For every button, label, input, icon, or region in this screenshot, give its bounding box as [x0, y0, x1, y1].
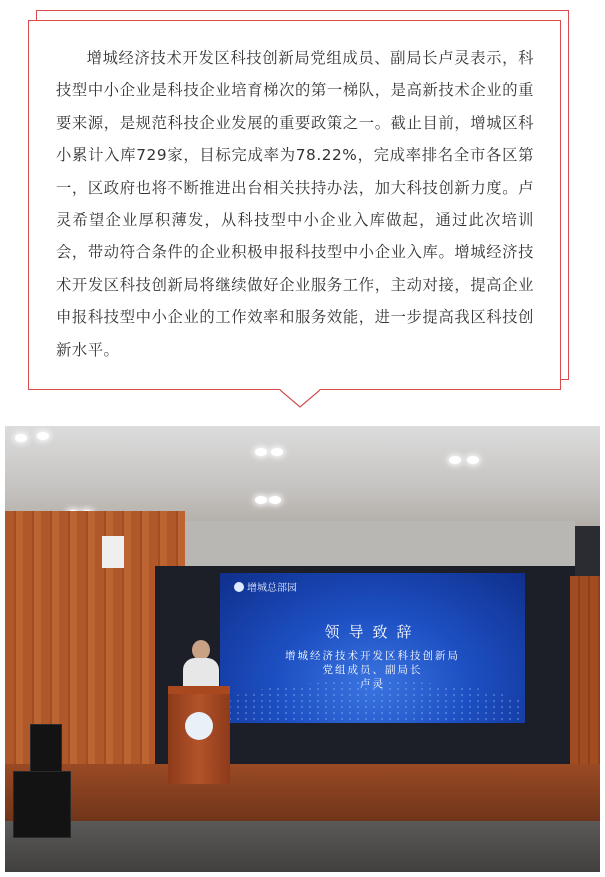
- frame-pointer-icon: [280, 383, 320, 408]
- speaker-head: [192, 640, 210, 660]
- loudspeaker-top: [30, 724, 62, 774]
- podium: [168, 686, 230, 784]
- screen-logo: [234, 579, 297, 594]
- ceiling-light: [467, 456, 479, 464]
- ceiling-light: [269, 496, 281, 504]
- ceiling-light: [255, 496, 267, 504]
- upper-wall: [145, 521, 575, 571]
- conference-photo: [5, 426, 600, 872]
- led-screen: [220, 573, 525, 723]
- floor: [5, 821, 600, 872]
- ceiling-light: [15, 434, 27, 442]
- ceiling-light: [449, 456, 461, 464]
- ceiling-light: [255, 448, 267, 456]
- logo-icon: [234, 582, 244, 592]
- screen-line-2: 党组成员、副局长: [322, 664, 423, 676]
- screen-dot-pattern: [220, 663, 525, 723]
- screen-heading: 领导致辞: [324, 623, 421, 641]
- article-paragraph: 增城经济技术开发区科技创新局党组成员、副局长卢灵表示，科技型中小企业是科技企业培育梯次的第一梯队，是高新技术企业的重要来源，是规范科技企业发展的重要政策之一。截止目前，增城区科小累计入库729家，目标完成率为78.22%，完成率排名全市各区第一，区政府也将不断推进出台相关扶持办法，加大科技创新力度。卢灵希望企业厚积薄发，从科技型中小企业入库做起，通过此次培训会，带动符合条件的企业积极申报科技型中小企业入库。增城经济技术开发区科技创新局将继续做好企业服务工作，主动对接，提高企业申报科技型中小企业的工作效率和服务效能，进一步提高我区科技创新水平。: [56, 49, 534, 359]
- wall-speaker: [102, 536, 124, 568]
- ceiling-light: [37, 432, 49, 440]
- podium-logo-icon: [185, 712, 213, 740]
- loudspeaker-bottom: [13, 771, 71, 838]
- screen-line-1: 增城经济技术开发区科技创新局: [285, 650, 460, 662]
- screen-logo-text: 增城总部园: [247, 583, 297, 594]
- stage: [5, 764, 600, 824]
- ceiling-light: [271, 448, 283, 456]
